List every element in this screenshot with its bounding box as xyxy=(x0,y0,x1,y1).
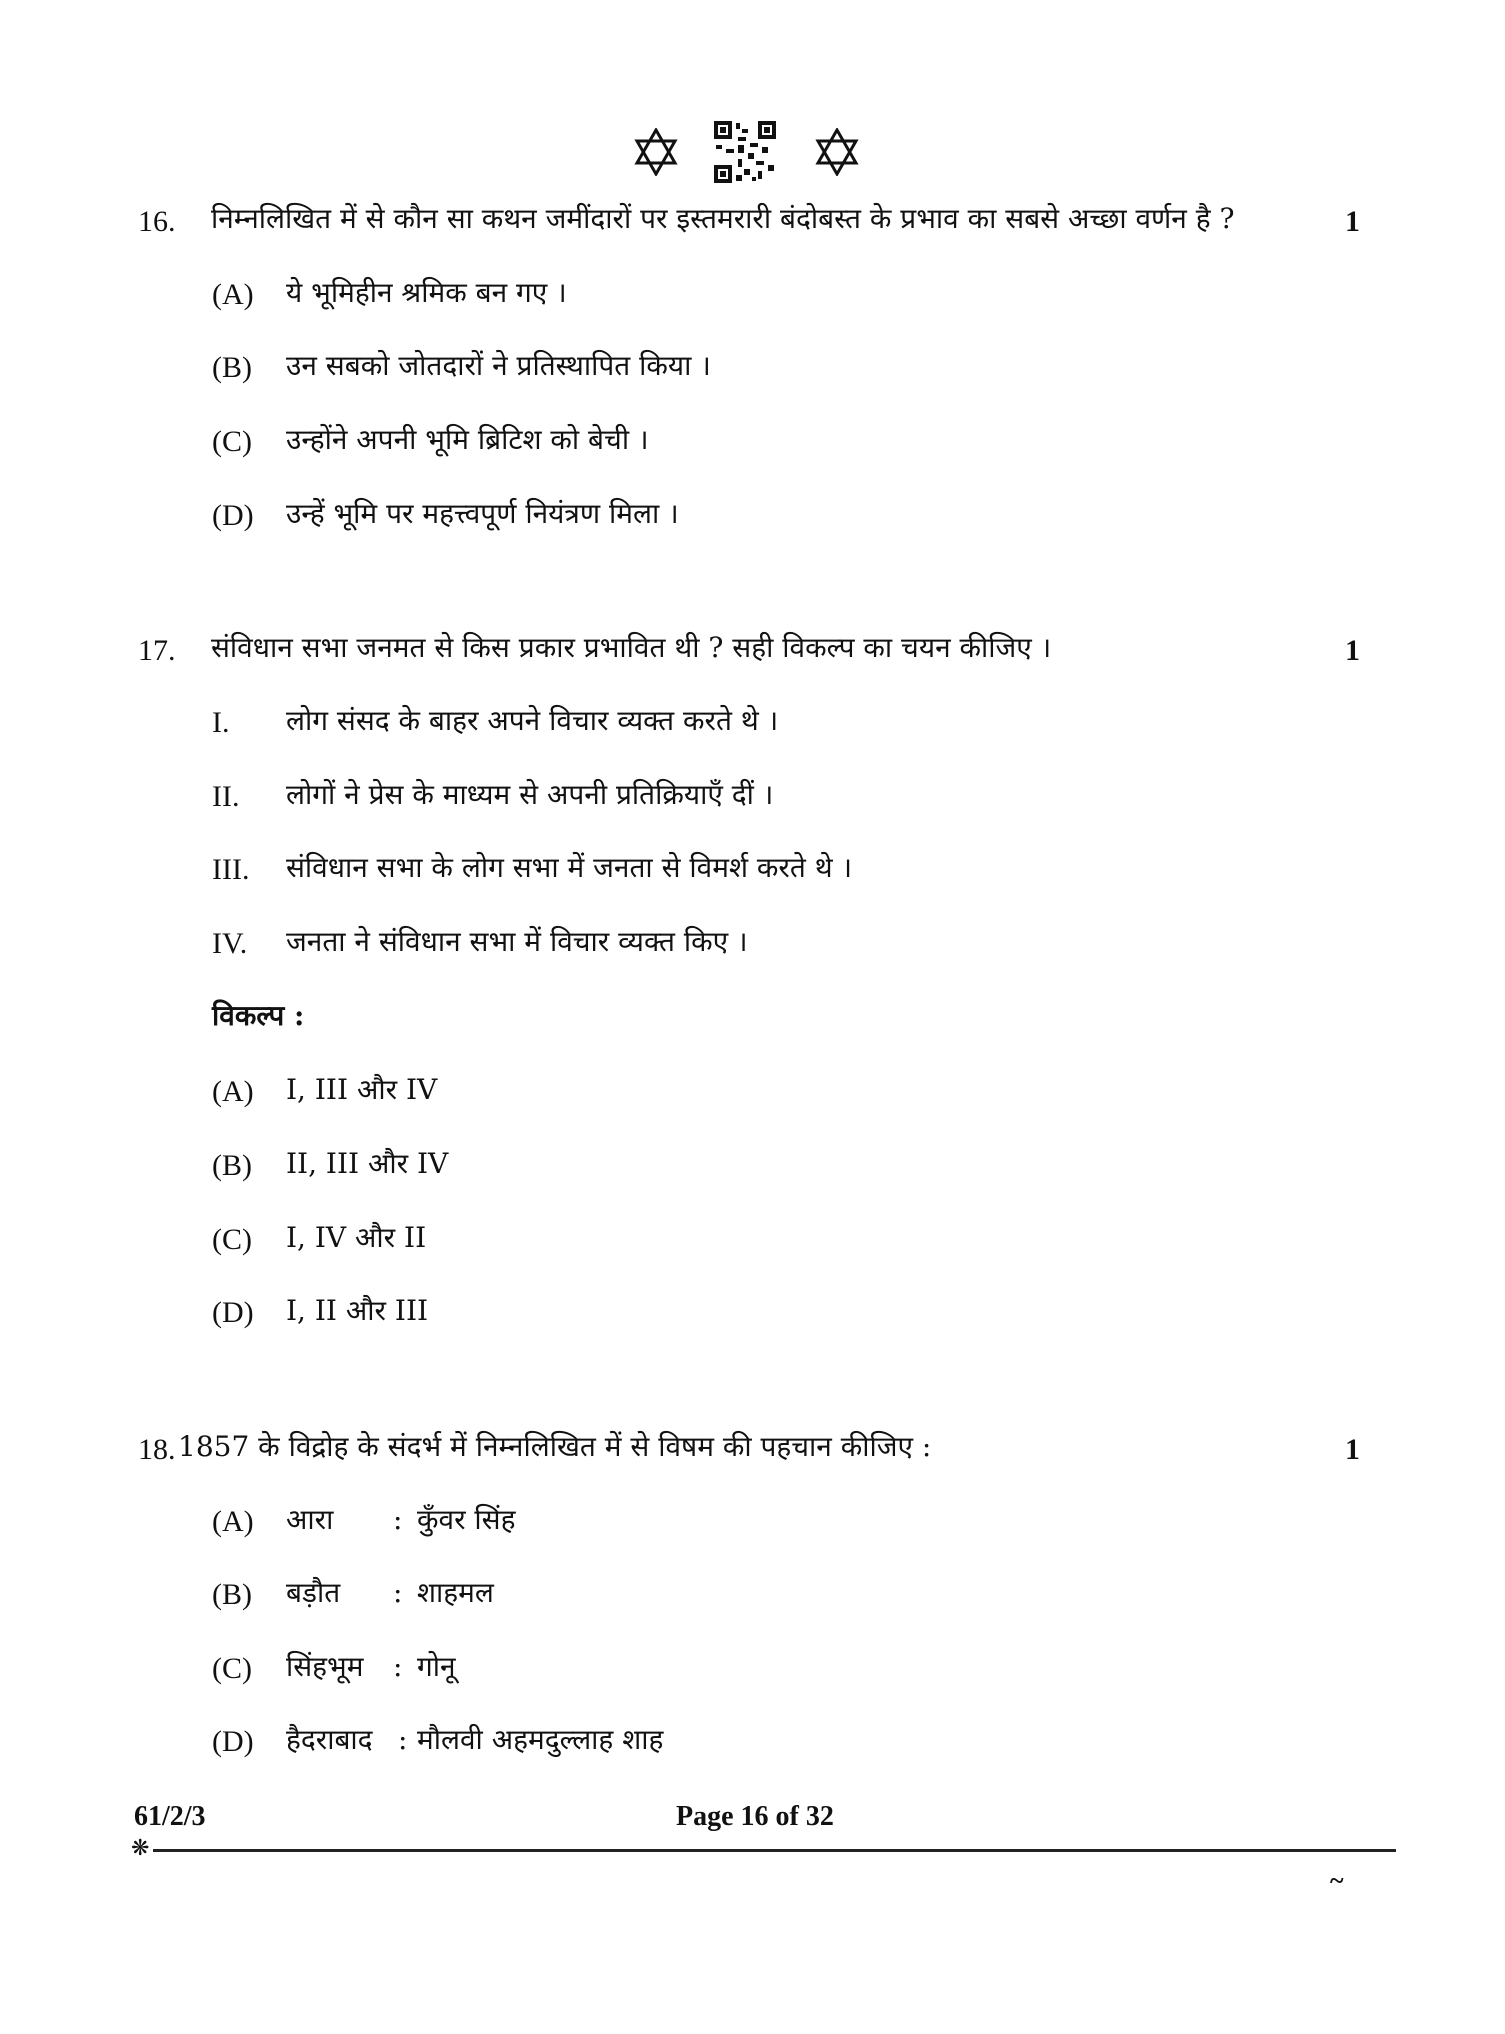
statement-label: II. xyxy=(212,780,240,813)
option-separator: : xyxy=(393,1503,403,1536)
statement-text: संविधान सभा के लोग सभा में जनता से विमर्श करते थे । xyxy=(286,851,853,884)
option-text: उन सबको जोतदारों ने प्रतिस्थापित किया । xyxy=(286,349,711,382)
option-label: (D) xyxy=(212,1296,254,1329)
question-marks: 1 xyxy=(1345,1433,1360,1466)
statement-label: III. xyxy=(212,853,250,886)
footer-divider xyxy=(153,1849,1396,1852)
option-label: (D) xyxy=(212,499,254,532)
flower-ornament-icon: ❋ xyxy=(131,1836,150,1861)
option-text: I, II और III xyxy=(286,1294,429,1327)
option-label: (D) xyxy=(212,1725,254,1758)
option-text: ये भूमिहीन श्रमिक बन गए । xyxy=(286,276,567,309)
question-text: 1857 के विद्रोह के संदर्भ में निम्नलिखित में से विषम की पहचान कीजिए : xyxy=(178,1430,932,1463)
statement-text: लोगों ने प्रेस के माध्यम से अपनी प्रतिक्रियाएँ दीं । xyxy=(286,778,774,811)
option-person: गोनू xyxy=(417,1650,456,1683)
question-number: 18. xyxy=(138,1433,176,1466)
question-marks: 1 xyxy=(1345,634,1360,667)
statement-text: जनता ने संविधान सभा में विचार व्यक्त किए । xyxy=(286,925,748,958)
option-person: शाहमल xyxy=(417,1576,494,1609)
option-label: (C) xyxy=(212,1652,252,1685)
statement-text: लोग संसद के बाहर अपने विचार व्यक्त करते थे । xyxy=(286,704,779,737)
qr-code-icon xyxy=(714,121,776,183)
question-text: निम्नलिखित में से कौन सा कथन जमींदारों पर इस्तमरारी बंदोबस्त के प्रभाव का सबसे अच्छा वर्णन है ? xyxy=(211,202,1235,235)
option-text: II, III और IV xyxy=(286,1147,449,1180)
question-number: 17. xyxy=(138,634,176,667)
option-label: (C) xyxy=(212,1223,252,1256)
option-label: (A) xyxy=(212,1505,254,1538)
page-number: Page 16 of 32 xyxy=(676,1801,834,1832)
option-label: (B) xyxy=(212,351,252,384)
star-of-david-icon xyxy=(815,128,859,176)
option-text: उन्हें भूमि पर महत्त्वपूर्ण नियंत्रण मिला । xyxy=(286,497,679,530)
option-separator: : xyxy=(398,1723,408,1756)
option-place: बड़ौत xyxy=(286,1576,341,1609)
option-person: कुँवर सिंह xyxy=(417,1503,516,1536)
option-label: (C) xyxy=(212,425,252,458)
statement-label: IV. xyxy=(212,927,248,960)
option-separator: : xyxy=(393,1650,403,1683)
option-person: मौलवी अहमदुल्लाह शाह xyxy=(417,1723,664,1756)
option-label: (A) xyxy=(212,1075,254,1108)
option-label: (B) xyxy=(212,1149,252,1182)
option-label: (A) xyxy=(212,278,254,311)
option-separator: : xyxy=(393,1576,403,1609)
question-number: 16. xyxy=(138,205,176,238)
star-of-david-icon xyxy=(634,128,678,176)
option-text: I, III और IV xyxy=(286,1073,438,1106)
option-place: आरा xyxy=(286,1503,334,1536)
footer-mark: ~ xyxy=(1330,1866,1344,1895)
choices-heading: विकल्प : xyxy=(212,999,305,1032)
statement-label: I. xyxy=(212,706,230,739)
question-text: संविधान सभा जनमत से किस प्रकार प्रभावित थी ? सही विकल्प का चयन कीजिए । xyxy=(211,631,1052,664)
option-text: उन्होंने अपनी भूमि ब्रिटिश को बेची । xyxy=(286,423,649,456)
option-place: हैदराबाद xyxy=(286,1723,373,1756)
option-place: सिंहभूम xyxy=(286,1650,364,1683)
paper-code: 61/2/3 xyxy=(134,1801,206,1832)
option-text: I, IV और II xyxy=(286,1221,427,1254)
question-marks: 1 xyxy=(1345,205,1360,238)
option-label: (B) xyxy=(212,1578,252,1611)
